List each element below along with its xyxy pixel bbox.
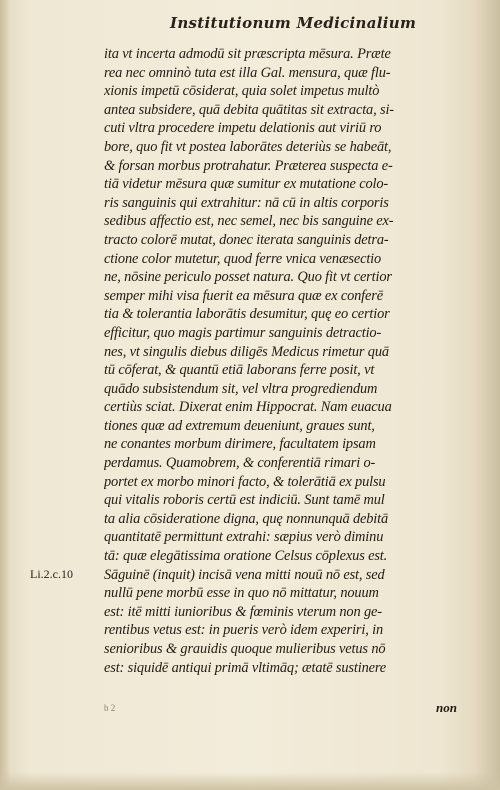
text-line: sedibus affectio est, nec semel, nec bis sanguine ex- <box>104 213 394 230</box>
text-line: tiā videtur mēsura quæ sumitur ex mutatione colo- <box>104 176 389 193</box>
text-line: ita vt incerta admodū sit præscripta mēsura. Præte <box>104 46 391 62</box>
signature-mark: b 2 <box>104 703 116 713</box>
text-line: semper mihi visa fuerit ea mēsura quæ ex conferē <box>104 287 383 304</box>
text-line: & forsan morbus protrahatur. Præterea suspecta e- <box>104 157 393 174</box>
text-line: tā: quæ elegātissima oratione Celsus cōplexus est. <box>104 548 388 565</box>
text-line: bore, quo fit vt postea laborātes deteriùs se habeāt, <box>104 138 392 155</box>
text-line: ta alia cōsideratione digna, quę nonnunquā debitā <box>104 510 389 527</box>
text-line: est: siquidē antiqui primā vltimāq; ætatē sustinere <box>104 659 387 676</box>
text-line: quādo subsistendum sit, vel vltra progrediendum <box>104 380 378 397</box>
page-edge-shadow <box>474 0 500 790</box>
catchword: non <box>436 700 457 715</box>
margin-note: Li.2.c.10 <box>30 567 73 581</box>
text-line: portet ex morbo minori facto, & tolerātiā ex pulsu <box>104 473 386 490</box>
running-head: Institutionum Medicinalium <box>170 14 417 32</box>
text-line: rea nec omninò tuta est illa Gal. mensura, quæ flu- <box>104 64 391 81</box>
text-line: perdamus. Quamobrem, & conferentiā rimari o- <box>104 455 376 472</box>
text-line: antea subsidere, quā debita quātitas sit extracta, si- <box>104 101 394 118</box>
text-line: Sāguinē (inquit) incisā vena mitti nouū nō est, sed <box>104 566 385 583</box>
text-line: certiùs sciat. Dixerat enim Hippocrat. Nam euacua <box>104 399 392 416</box>
text-line: rentibus vetus est: in pueris verò idem experiri, in <box>104 622 384 639</box>
text-line: nes, vt singulis diebus diligēs Medicus rimetur quā <box>104 343 389 360</box>
text-line: cuti vltra procedere impetu delationis aut viriū ro <box>104 120 382 137</box>
text-line: senioribus & grauidis quoque mulieribus vetus nō <box>104 641 386 657</box>
text-line: efficitur, quo magis partimur sanguinis detractio- <box>104 324 382 341</box>
text-line: nullū pene morbū esse in quo nō mittatur, nouum <box>104 585 379 602</box>
text-line: tracto colorē mutat, donec iterata sanguinis detra- <box>104 231 389 248</box>
text-line: ne conantes morbum dirimere, facultatem ipsam <box>104 436 376 453</box>
text-line: tū cōferat, & quantū etiā laborans ferre posit, vt <box>104 362 375 379</box>
text-line: tia & tolerantia laborātis desumitur, quę eo certior <box>104 306 390 323</box>
body-text <box>104 45 472 677</box>
text-line: qui vitalis roboris certū est indiciū. Sunt tamē mul <box>104 492 385 509</box>
text-line: ne, nōsine periculo posset natura. Quo fit vt certior <box>104 269 392 286</box>
text-line: ctione color mutetur, quod ferre vnica venæsectio <box>104 250 382 267</box>
text-line: est: itē mitti iunioribus & fœminis vterum non ge- <box>104 603 382 620</box>
text-line: quantitatē permittunt extrahi: sæpius verò diminu <box>104 529 384 546</box>
text-line: tiones quæ ad extremum deueniunt, graues sunt, <box>104 417 375 434</box>
text-line: ris sanguinis qui extrahitur: nā cū in altis corporis <box>104 194 389 211</box>
text-line: xionis impetū cōsiderat, quia solet impetus multò <box>104 83 380 100</box>
